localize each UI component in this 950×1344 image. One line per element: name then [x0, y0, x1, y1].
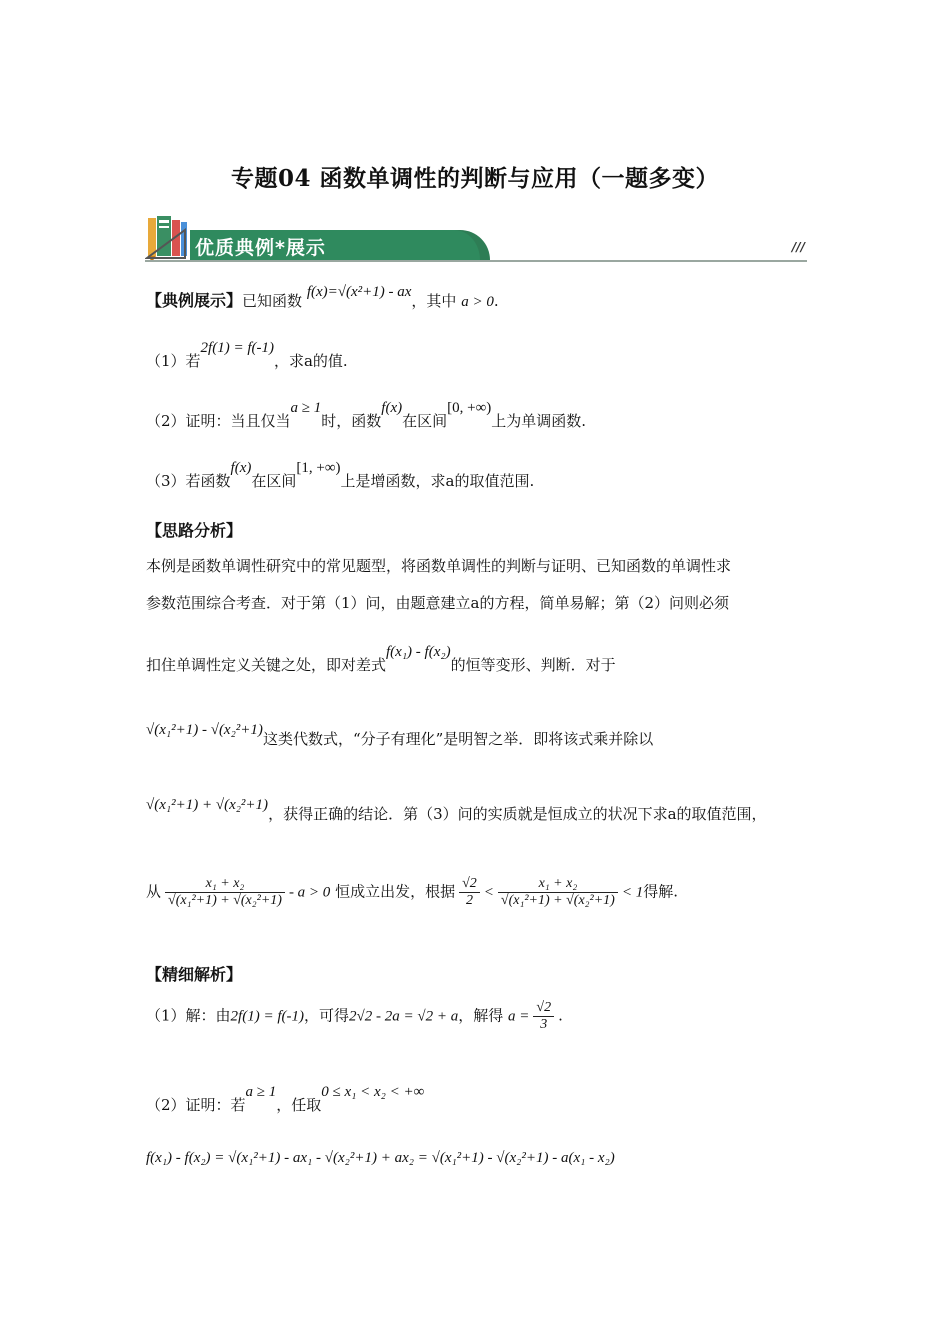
- page-title: 专题04 函数单调性的判断与应用（一题多变）: [230, 165, 719, 192]
- banner-label: 优质典例*展示: [195, 237, 326, 259]
- analysis-line-3: 扣住单调性定义关键之处，即对差式f(x₁) - f(x₂)的恒等变形、判断．对于: [146, 644, 616, 674]
- fraction-solution-a: $\frac{√2}{3}$: [533, 1000, 554, 1033]
- analysis-line-1: 本例是函数单调性研究中的常见题型，将函数单调性的判断与证明、已知函数的单调性求: [146, 557, 732, 575]
- solution-line-1: （1）解：由2f(1) = f(-1)，可得2√2 - 2a = √2 + a，解得 a = $\frac{√2}{3}$ .: [146, 1000, 563, 1032]
- section-banner: [145, 212, 807, 262]
- question-1: （1）若2f(1) = f(-1)，求a的值.: [146, 340, 348, 370]
- fraction-condition: $\frac{\text{x₁ + x₂}}{\text{√(x₁²+1) + √(x₂²+1)}}$: [165, 876, 285, 909]
- analysis-line-5: √(x₁²+1) + √(x₂²+1)，获得正确的结论．第（3）问的实质就是恒成立的状况下求a的取值范围，: [146, 797, 767, 823]
- solution-line-2: （2）证明：若a ≥ 1，任取0 ≤ x₁ < x₂ < +∞: [146, 1084, 425, 1114]
- analysis-heading: 【思路分析】: [146, 521, 243, 540]
- analysis-line-4: √(x₁²+1) - √(x₂²+1)这类代数式，“分子有理化”是明智之举．即将该式乘并除以: [146, 722, 654, 748]
- question-3: （3）若函数f(x)在区间[1, +∞)上是增函数，求a的取值范围.: [146, 460, 535, 490]
- solution-heading: 【精细解析】: [146, 965, 243, 984]
- banner-mark: ///: [791, 240, 805, 254]
- fraction-sqrt2-over-2: $\frac{√2}{2}$: [459, 876, 480, 909]
- example-tag: 【典例展示】: [146, 291, 243, 310]
- analysis-line-6: 从 $\frac{\text{x₁ + x₂}}{\text{√(x₁²+1) + √(x₂²+1)}}$ - a > 0 恒成立出发，根据 $\frac{√2}{2}$ < $\frac{\text{x₁ + x₂}}{\text{√(x₁²+1) + √(x₂²+1)}}$ < 1得解.: [146, 876, 678, 908]
- example-function: f(x)=√(x²+1) - ax: [306, 284, 412, 300]
- fraction-bound: $\frac{\text{x₁ + x₂}}{\text{√(x₁²+1) + √(x₂²+1)}}$: [498, 876, 618, 909]
- banner-rule: [145, 260, 807, 262]
- stationery-icon: [145, 212, 195, 262]
- analysis-line-2: 参数范围综合考查．对于第（1）问，由题意建立a的方程，简单易解；第（2）问则必须: [146, 594, 730, 612]
- question-2: （2）证明：当且仅当a ≥ 1时，函数f(x)在区间[0, +∞)上为单调函数.: [146, 400, 587, 430]
- example-line: 【典例展示】已知函数 f(x)=√(x²+1) - ax，其中 a > 0.: [146, 284, 499, 310]
- solution-line-3: f(x₁) - f(x₂) = √(x₁²+1) - ax₁ - √(x₂²+1) + ax₂ = √(x₁²+1) - √(x₂²+1) - a(x₁ - x₂): [146, 1150, 615, 1166]
- example-condition: a > 0: [461, 294, 494, 310]
